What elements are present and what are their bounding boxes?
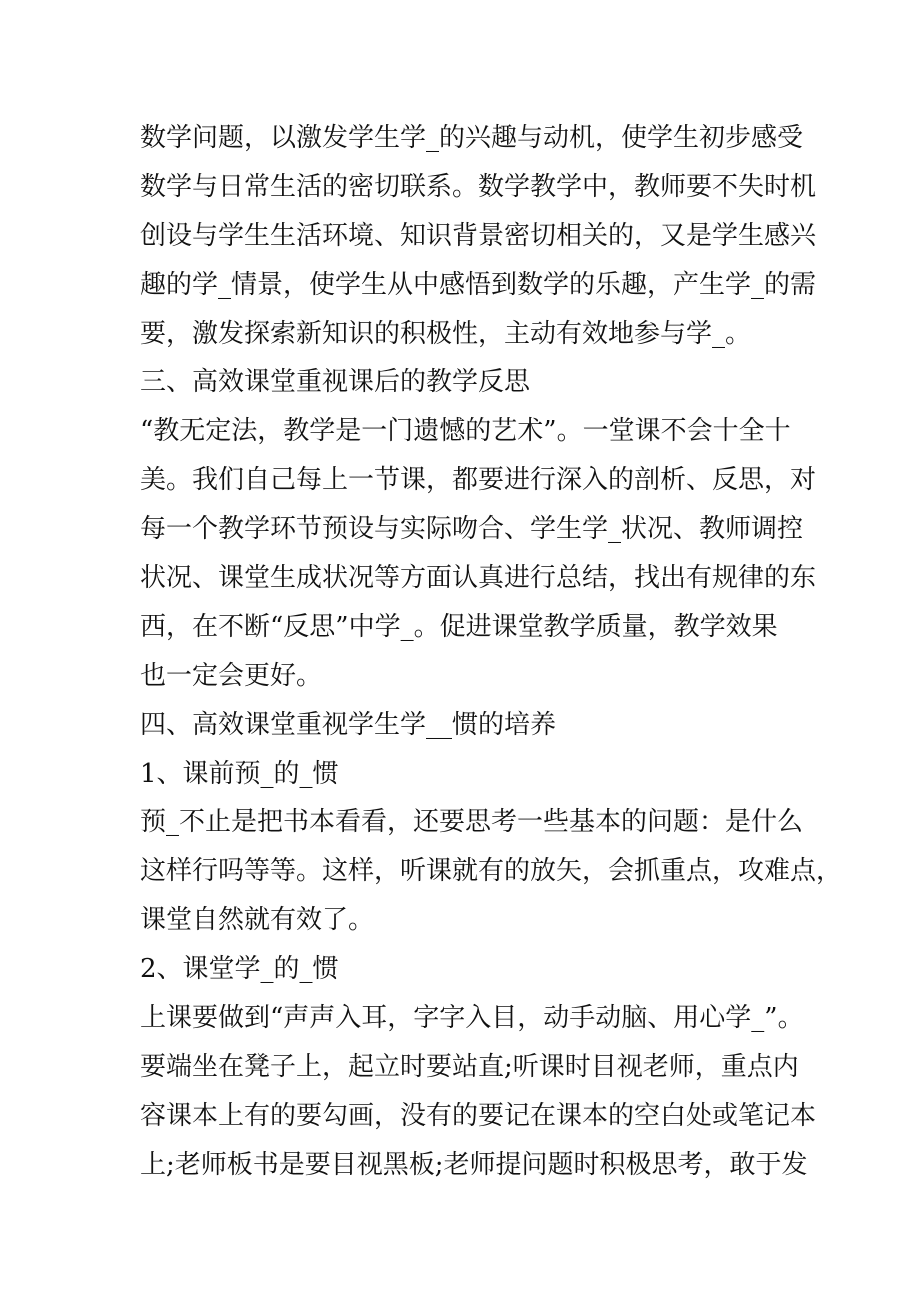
text-line: 容课本上有的要勾画，没有的要记在课本的空白处或笔记本	[140, 1100, 817, 1131]
subsection-heading: 2、课堂学_的_惯	[140, 954, 339, 985]
section-heading: 四、高效课堂重视学生学__惯的培养	[140, 709, 557, 740]
text-line: 预_不止是把书本看看，还要思考一些基本的问题：是什么	[140, 807, 804, 838]
subsection-heading: 1、课前预_的_惯	[140, 758, 339, 789]
text-line: 上课要做到“声声入耳，字字入目，动手动脑、用心学_”。	[140, 1003, 804, 1034]
text-line: 也一定会更好。	[140, 660, 323, 691]
text-line: 创设与学生生活环境、知识背景密切相关的，又是学生感兴	[140, 220, 817, 251]
text-line: 数学问题，以激发学生学_的兴趣与动机，使学生初步感受	[140, 123, 804, 153]
text-line: 这样行吗等等。这样，听课就有的放矢，会抓重点，攻难点，	[140, 856, 843, 887]
text-line: 美。我们自己每上一节课，都要进行深入的剖析、反思，对	[140, 465, 817, 496]
text-line: 要端坐在凳子上，起立时要站直;听课时目视老师，重点内	[140, 1051, 799, 1082]
text-line: 西，在不断“反思”中学_。促进课堂教学质量，教学效果	[140, 611, 778, 642]
text-line: 上;老师板书是要目视黑板;老师提问题时积极思考，敢于发	[140, 1149, 808, 1180]
text-line: 每一个教学环节预设与实际吻合、学生学_状况、教师调控	[140, 514, 804, 545]
text-line: 课堂自然就有效了。	[140, 905, 375, 936]
text-line: 趣的学_情景，使学生从中感悟到数学的乐趣，产生学_的需	[140, 269, 817, 300]
section-heading: 三、高效课堂重视课后的教学反思	[140, 367, 531, 398]
text-line: 状况、课堂生成状况等方面认真进行总结，找出有规律的东	[140, 563, 817, 594]
text-line: 要，激发探索新知识的积极性，主动有效地参与学_。	[140, 318, 752, 349]
document-body	[140, 114, 843, 1190]
text-line: 数学与日常生活的密切联系。数学教学中，教师要不失时机	[140, 171, 817, 202]
text-line: “教无定法，教学是一门遗憾的艺术”。一堂课不会十全十	[140, 416, 791, 447]
